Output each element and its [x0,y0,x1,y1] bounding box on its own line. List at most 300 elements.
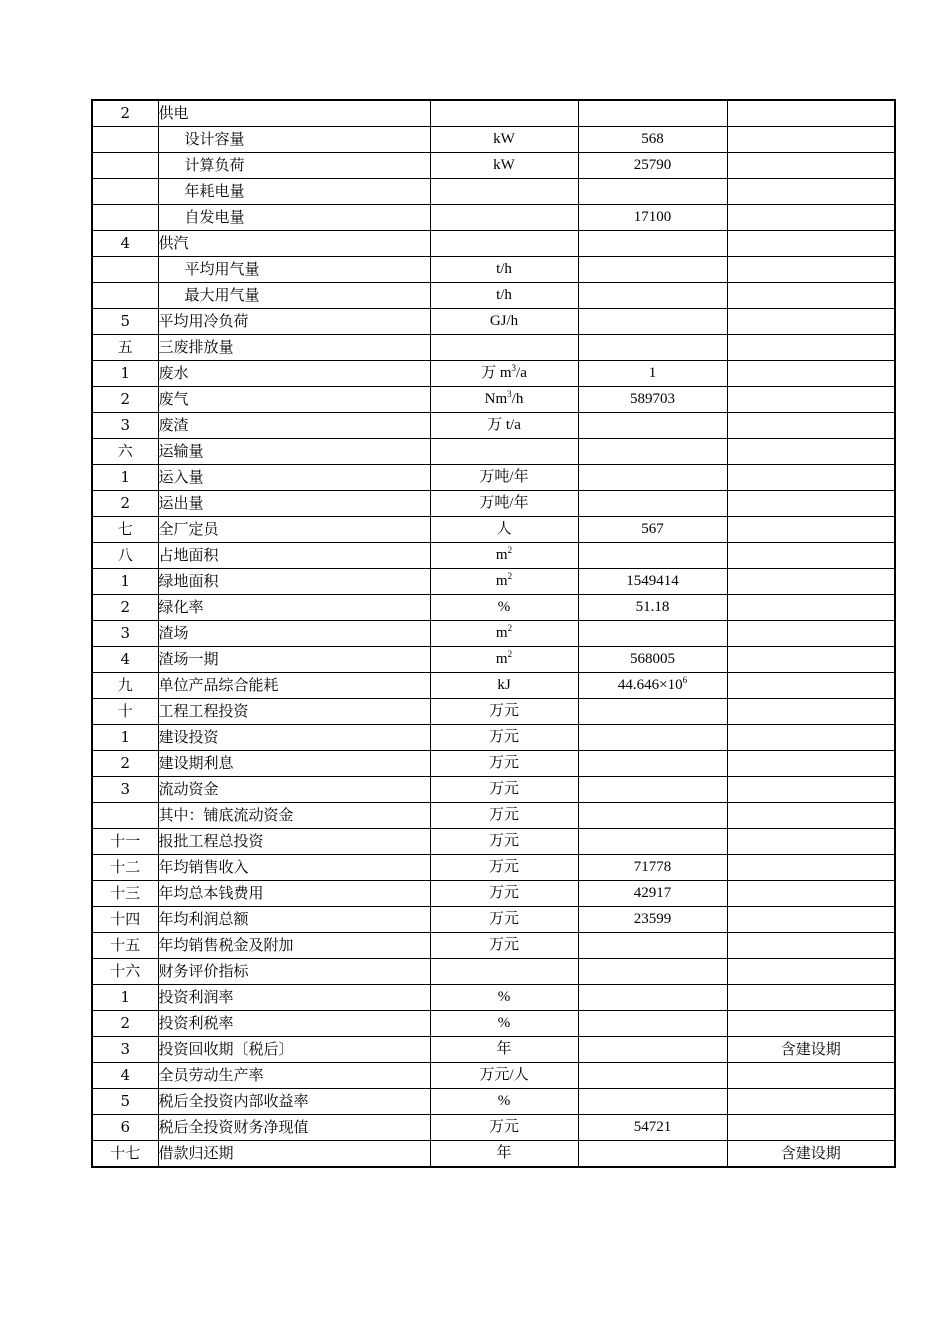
value-cell [578,205,727,231]
value-cell [578,517,727,543]
unit-cell-text: 万元 [488,755,519,771]
value-cell [578,959,727,985]
row-number-cell-text: 2 [120,494,131,512]
value-cell [578,1037,727,1063]
table-row [92,933,895,959]
item-name-cell-text: 其中：铺底流动资金 [158,806,294,824]
row-number-cell [92,1037,158,1063]
value-cell [578,751,727,777]
table-row [92,283,895,309]
unit-cell [430,803,578,829]
unit-cell [430,569,578,595]
item-name-cell-text: 流动资金 [158,780,219,798]
item-name-cell [158,309,430,335]
value-cell-text: 568 [641,131,664,147]
row-number-cell-text: 五 [117,338,133,356]
note-cell [727,1115,895,1141]
row-number-cell [92,439,158,465]
value-cell [578,777,727,803]
unit-cell-text: GJ/h [489,313,519,329]
note-cell [727,413,895,439]
item-name-cell [158,1141,430,1168]
unit-cell-text: 万吨/年 [479,469,529,485]
note-cell [727,361,895,387]
table-row [92,439,895,465]
table-row [92,1011,895,1037]
row-number-cell-text: 3 [120,624,131,642]
item-name-cell [158,751,430,777]
unit-cell [430,127,578,153]
row-number-cell-text: 六 [117,442,133,460]
row-number-cell-text: 十五 [110,936,141,954]
row-number-cell [92,907,158,933]
value-cell [578,387,727,413]
table-row [92,257,895,283]
row-number-cell [92,231,158,257]
item-name-cell-text: 废渣 [158,416,189,434]
note-cell [727,595,895,621]
row-number-cell-text: 九 [117,676,133,694]
unit-cell [430,673,578,699]
unit-cell [430,309,578,335]
table-row [92,595,895,621]
row-number-cell-text: 5 [120,1092,131,1110]
table-row [92,231,895,257]
table-row [92,855,895,881]
unit-cell-superscript: 3 [507,389,512,399]
value-cell [578,1011,727,1037]
note-cell [727,1141,895,1168]
value-cell [578,829,727,855]
table-row [92,153,895,179]
item-name-cell-text: 投资利润率 [158,988,234,1006]
row-number-cell-text: 3 [120,780,131,798]
table-row [92,179,895,205]
value-cell [578,413,727,439]
item-name-cell [158,413,430,439]
item-name-cell [158,517,430,543]
value-cell [578,1089,727,1115]
unit-cell [430,1063,578,1089]
note-cell [727,985,895,1011]
row-number-cell-text: 5 [120,312,131,330]
row-number-cell [92,309,158,335]
row-number-cell [92,595,158,621]
item-name-cell-text: 渣场一期 [158,650,219,668]
item-name-cell [158,881,430,907]
value-cell-text: 44.646×10 [617,677,683,693]
item-name-cell-text: 废气 [158,390,189,408]
note-cell [727,699,895,725]
unit-cell [430,231,578,257]
unit-cell [430,829,578,855]
table-body [92,100,895,1167]
item-name-cell [158,100,430,127]
unit-cell [430,699,578,725]
unit-cell [430,647,578,673]
unit-cell-text: Nm [484,391,508,407]
note-cell [727,751,895,777]
item-name-cell-text: 年均销售税金及附加 [158,936,294,954]
item-name-cell [158,1011,430,1037]
unit-cell [430,439,578,465]
row-number-cell-text: 十三 [110,884,141,902]
unit-cell-text: 万元 [488,885,519,901]
note-cell [727,179,895,205]
item-name-cell-text: 建设投资 [158,728,219,746]
note-cell [727,257,895,283]
value-cell-text: 71778 [633,859,672,875]
unit-cell [430,413,578,439]
row-number-cell [92,517,158,543]
table-row [92,100,895,127]
value-cell [578,1141,727,1168]
note-cell [727,959,895,985]
value-cell [578,283,727,309]
value-cell [578,907,727,933]
note-cell [727,283,895,309]
row-number-cell [92,1063,158,1089]
unit-cell-text: % [497,989,511,1005]
unit-cell-superscript: 2 [507,649,513,659]
item-name-cell [158,361,430,387]
unit-cell [430,777,578,803]
item-name-cell-text: 报批工程总投资 [158,832,264,850]
item-name-cell [158,543,430,569]
value-cell [578,335,727,361]
item-name-cell-text: 平均用冷负荷 [158,312,249,330]
row-number-cell [92,933,158,959]
item-name-cell [158,283,430,309]
unit-cell [430,1141,578,1168]
row-number-cell-text: 十六 [110,962,141,980]
unit-cell [430,257,578,283]
unit-cell-text: m [495,547,508,563]
row-number-cell [92,413,158,439]
item-name-cell-text: 占地面积 [158,546,219,564]
row-number-cell-text: 4 [120,1066,131,1084]
row-number-cell [92,465,158,491]
item-name-cell [158,257,430,283]
row-number-cell-text: 1 [120,468,131,486]
value-cell-text: 567 [641,521,664,537]
row-number-cell-text: 4 [120,650,131,668]
note-cell [727,829,895,855]
item-name-cell-text: 年均总本钱费用 [158,884,264,902]
value-cell [578,855,727,881]
table-row [92,361,895,387]
item-name-cell [158,725,430,751]
item-name-cell [158,127,430,153]
item-name-cell-text: 设计容量 [184,130,245,148]
item-name-cell [158,335,430,361]
row-number-cell [92,777,158,803]
unit-cell [430,907,578,933]
unit-cell-text: 万元/人 [479,1067,529,1083]
unit-cell [430,1011,578,1037]
note-cell [727,231,895,257]
unit-cell-superscript: 2 [507,545,513,555]
table-row [92,699,895,725]
item-name-cell-text: 借款归还期 [158,1144,234,1162]
table-row [92,387,895,413]
value-cell-text: 25790 [633,157,672,173]
table-row [92,673,895,699]
item-name-cell-text: 自发电量 [184,208,245,226]
note-cell [727,1011,895,1037]
item-name-cell-text: 绿化率 [158,598,204,616]
table-row [92,491,895,517]
row-number-cell [92,959,158,985]
row-number-cell [92,985,158,1011]
row-number-cell [92,543,158,569]
table-row [92,517,895,543]
row-number-cell [92,1141,158,1168]
value-cell-text: 51.18 [635,599,670,615]
item-name-cell-text: 废水 [158,364,189,382]
table-row [92,829,895,855]
item-name-cell [158,699,430,725]
unit-cell-text: m [495,651,508,667]
unit-cell-text: m [495,573,508,589]
unit-cell [430,361,578,387]
row-number-cell-text: 3 [120,1040,131,1058]
item-name-cell [158,1063,430,1089]
unit-cell [430,725,578,751]
indicators-table [91,99,896,1168]
item-name-cell [158,387,430,413]
unit-cell-text: 年 [496,1041,512,1057]
value-cell [578,309,727,335]
note-cell [727,673,895,699]
unit-cell-text: 人 [496,521,512,537]
item-name-cell [158,803,430,829]
note-cell [727,933,895,959]
note-cell [727,153,895,179]
row-number-cell [92,361,158,387]
table-row [92,1089,895,1115]
item-name-cell [158,907,430,933]
unit-cell-text: 万 t/a [487,417,521,433]
row-number-cell-text: 2 [120,390,131,408]
row-number-cell-text: 十四 [110,910,141,928]
value-cell-superscript: 6 [682,675,688,685]
item-name-cell [158,569,430,595]
unit-cell [430,100,578,127]
row-number-cell-text: 3 [120,416,131,434]
table-row [92,881,895,907]
unit-cell-text: % [497,599,511,615]
item-name-cell-text: 税后全投资内部收益率 [158,1092,309,1110]
note-cell [727,1089,895,1115]
unit-cell [430,153,578,179]
row-number-cell [92,1011,158,1037]
value-cell [578,100,727,127]
item-name-cell [158,153,430,179]
row-number-cell [92,855,158,881]
row-number-cell [92,647,158,673]
row-number-cell [92,673,158,699]
item-name-cell-text: 财务评价指标 [158,962,249,980]
unit-cell [430,543,578,569]
item-name-cell-text: 建设期利息 [158,754,234,772]
item-name-cell [158,179,430,205]
unit-cell [430,491,578,517]
row-number-cell-text: 2 [120,104,131,122]
unit-cell-text: 年 [496,1145,512,1161]
row-number-cell-text: 1 [120,728,131,746]
item-name-cell [158,621,430,647]
row-number-cell [92,699,158,725]
table-row [92,127,895,153]
row-number-cell [92,881,158,907]
value-cell [578,621,727,647]
unit-cell-text: 万元 [488,729,519,745]
value-cell-text: 589703 [630,391,675,407]
row-number-cell [92,179,158,205]
value-cell [578,127,727,153]
note-cell [727,855,895,881]
unit-cell-text: 万 m [481,365,512,381]
unit-cell [430,205,578,231]
item-name-cell-text: 最大用气量 [184,286,260,304]
unit-cell [430,1115,578,1141]
item-name-cell [158,231,430,257]
item-name-cell [158,1089,430,1115]
unit-cell-text: kW [493,131,515,147]
unit-cell-text: m [495,625,508,641]
row-number-cell [92,751,158,777]
row-number-cell [92,803,158,829]
note-cell [727,335,895,361]
unit-cell [430,933,578,959]
unit-cell-superscript: 2 [507,571,513,581]
row-number-cell-text: 4 [120,234,131,252]
value-cell [578,803,727,829]
row-number-cell [92,257,158,283]
table-row [92,751,895,777]
row-number-cell-text: 2 [120,598,131,616]
table-row [92,543,895,569]
value-cell [578,1063,727,1089]
value-cell [578,699,727,725]
value-cell [578,881,727,907]
table-row [92,725,895,751]
row-number-cell [92,569,158,595]
row-number-cell-text: 七 [117,520,133,538]
row-number-cell-text: 6 [120,1118,131,1136]
value-cell-text: 54721 [633,1119,672,1135]
table-row [92,465,895,491]
table-row [92,985,895,1011]
row-number-cell [92,1115,158,1141]
unit-cell-text: % [497,1015,511,1031]
value-cell [578,361,727,387]
row-number-cell [92,100,158,127]
item-name-cell [158,491,430,517]
unit-cell-superscript: 2 [507,623,513,633]
row-number-cell-text: 十一 [110,832,141,850]
row-number-cell [92,127,158,153]
unit-cell-text: kW [493,157,515,173]
note-cell [727,647,895,673]
value-cell [578,439,727,465]
item-name-cell [158,829,430,855]
value-cell [578,985,727,1011]
unit-cell [430,855,578,881]
item-name-cell [158,777,430,803]
item-name-cell [158,439,430,465]
value-cell [578,257,727,283]
note-cell [727,517,895,543]
item-name-cell [158,595,430,621]
value-cell [578,933,727,959]
unit-cell [430,881,578,907]
note-cell [727,543,895,569]
unit-cell [430,179,578,205]
item-name-cell-text: 工程工程投资 [158,702,249,720]
unit-cell [430,621,578,647]
value-cell [578,179,727,205]
unit-cell-text: 万元 [488,911,519,927]
unit-cell-text: 万元 [488,1119,519,1135]
item-name-cell-text: 计算负荷 [184,156,245,174]
unit-cell [430,517,578,543]
row-number-cell [92,283,158,309]
table-row [92,647,895,673]
item-name-cell [158,1115,430,1141]
unit-cell [430,465,578,491]
table-row [92,413,895,439]
item-name-cell [158,985,430,1011]
table-row [92,205,895,231]
item-name-cell-text: 年均销售收入 [158,858,249,876]
row-number-cell [92,829,158,855]
value-cell-text: 23599 [633,911,672,927]
note-cell [727,803,895,829]
value-cell [578,725,727,751]
row-number-cell [92,387,158,413]
item-name-cell-text: 税后全投资财务净现值 [158,1118,309,1136]
item-name-cell [158,673,430,699]
table-row [92,1037,895,1063]
value-cell-text: 17100 [633,209,672,225]
value-cell [578,153,727,179]
unit-cell [430,985,578,1011]
table-row [92,803,895,829]
unit-cell-text: t/h [496,287,512,303]
item-name-cell-text: 渣场 [158,624,189,642]
note-cell [727,621,895,647]
value-cell [578,569,727,595]
note-cell [727,127,895,153]
item-name-cell-text: 供电 [158,104,189,122]
item-name-cell-text: 平均用气量 [184,260,260,278]
row-number-cell [92,1089,158,1115]
item-name-cell [158,933,430,959]
row-number-cell [92,491,158,517]
row-number-cell [92,621,158,647]
item-name-cell [158,647,430,673]
table-row [92,335,895,361]
table-row [92,309,895,335]
note-cell [727,881,895,907]
row-number-cell [92,153,158,179]
value-cell-text: 1 [648,365,657,381]
row-number-cell-text: 八 [117,546,133,564]
note-cell [727,465,895,491]
note-cell [727,777,895,803]
